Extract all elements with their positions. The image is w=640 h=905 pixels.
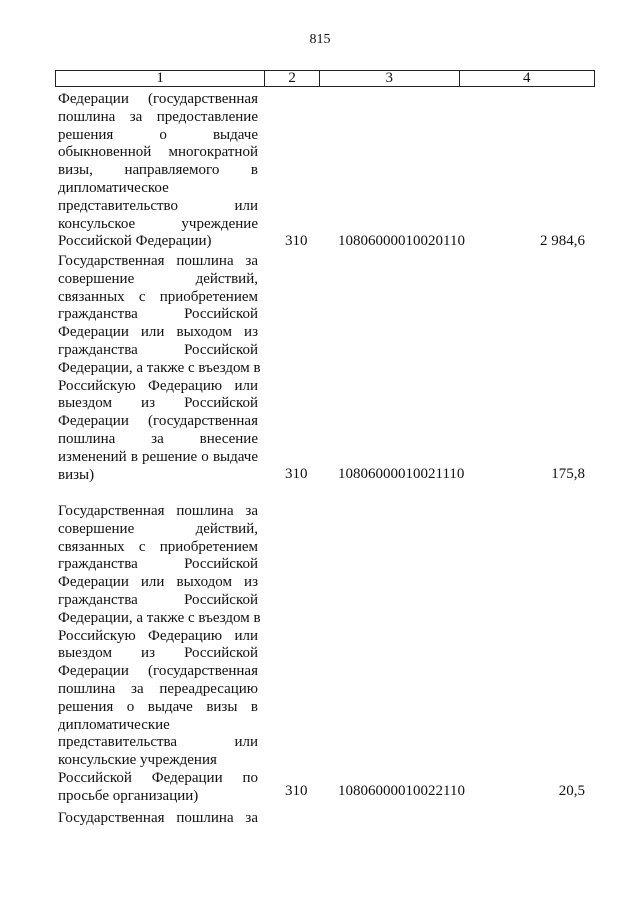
column-header-1: 1 (56, 71, 265, 86)
description-line: Федерации (государственная (58, 91, 258, 107)
description-line: решения о выдаче (58, 126, 258, 143)
description-line: представительства или (58, 734, 258, 751)
description-line: Российской Федерации по (58, 769, 258, 786)
description-line: представительство или (58, 197, 258, 214)
description-line: обыкновенной многократной (58, 144, 258, 161)
income-code: 310 (285, 783, 308, 799)
amount-value: 2 984,6 (540, 233, 585, 249)
description-line: визы, направляемого в (58, 162, 258, 179)
description-line: просьбе организации) (58, 787, 199, 804)
row-description (58, 810, 258, 828)
description-line: решения о выдаче визы в (58, 698, 258, 715)
description-line: Федерации (государственная (58, 663, 258, 680)
budget-classification-code: 10806000010020110 (338, 233, 465, 249)
column-header-3: 3 (320, 71, 459, 86)
description-line: связанных с приобретением (58, 538, 258, 555)
description-line: гражданства Российской (58, 591, 258, 608)
description-line: Федерации, а также с въездом в (58, 359, 261, 376)
table-header-row (55, 70, 595, 87)
description-line: изменений в решение о выдаче (58, 448, 258, 465)
row-description (58, 503, 261, 806)
page-number: 815 (309, 32, 331, 47)
row-description (58, 91, 258, 251)
income-code: 310 (285, 233, 308, 249)
description-line: совершение действий, (58, 520, 258, 537)
description-line: Федерации или выходом из (58, 574, 258, 591)
description-line: гражданства Российской (58, 306, 258, 323)
description-line: консульские учреждения (58, 752, 217, 769)
description-line: выездом из Российской (58, 395, 258, 412)
description-line: Федерации (государственная (58, 413, 258, 430)
description-line: Государственная пошлина за (58, 253, 258, 269)
description-line: Российскую Федерацию или (58, 627, 258, 644)
description-line: дипломатические (58, 716, 170, 733)
description-line: связанных с приобретением (58, 288, 258, 305)
description-line: пошлина за переадресацию (58, 680, 258, 697)
description-line: дипломатическое (58, 179, 169, 196)
description-line: Российской Федерации) (58, 233, 212, 250)
description-line: консульское учреждение (58, 215, 258, 232)
amount-value: 175,8 (551, 466, 585, 482)
budget-classification-code: 10806000010021110 (338, 466, 465, 482)
row-description (58, 253, 261, 484)
description-line: гражданства Российской (58, 341, 258, 358)
budget-classification-code: 10806000010022110 (338, 783, 465, 799)
column-header-4: 4 (523, 70, 531, 86)
column-header-2: 2 (265, 71, 320, 86)
description-line: Государственная пошлина за (58, 810, 258, 826)
description-line: пошлина за предоставление (58, 108, 258, 125)
description-line: гражданства Российской (58, 556, 258, 573)
description-line: Федерации или выходом из (58, 324, 258, 341)
description-line: Государственная пошлина за (58, 503, 258, 519)
description-line: пошлина за внесение (58, 430, 258, 447)
description-line: совершение действий, (58, 270, 258, 287)
description-line: визы) (58, 466, 95, 483)
amount-value: 20,5 (558, 783, 585, 799)
income-code: 310 (285, 466, 308, 482)
description-line: выездом из Российской (58, 645, 258, 662)
description-line: Российскую Федерацию или (58, 377, 258, 394)
description-line: Федерации, а также с въездом в (58, 609, 261, 626)
